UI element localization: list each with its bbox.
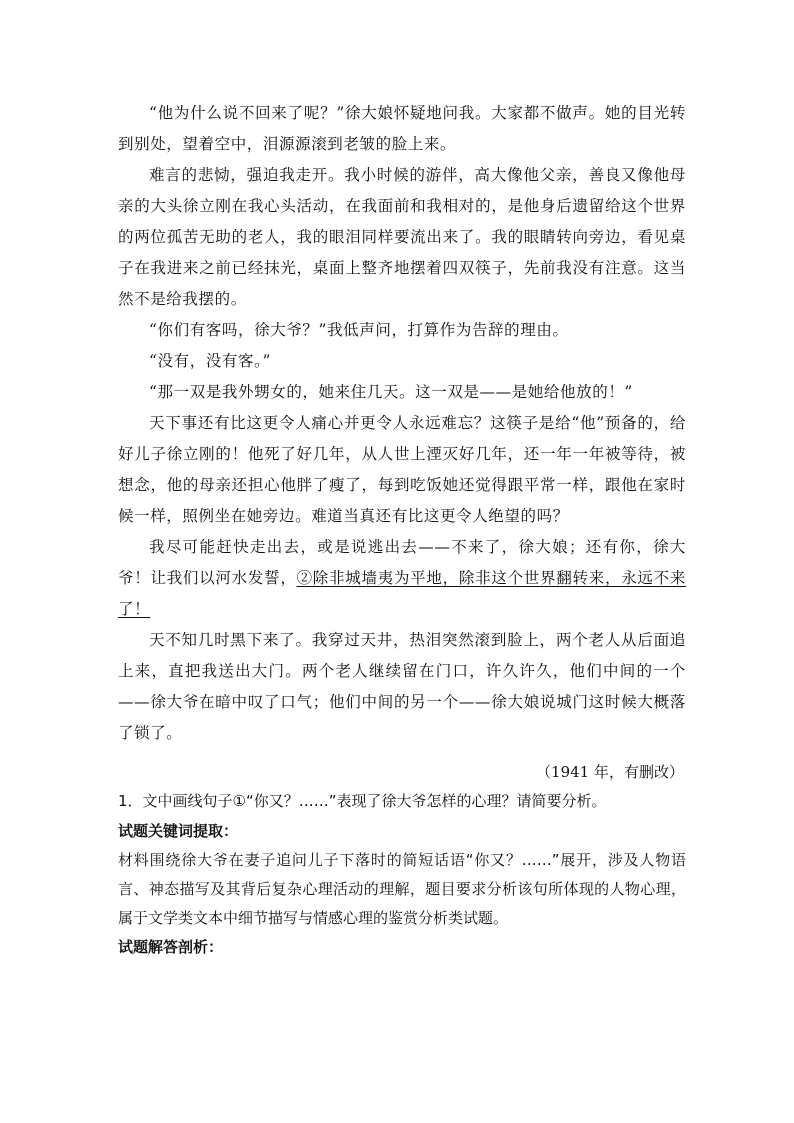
story-paragraph	[118, 532, 686, 625]
story-text: 我尽可能赶快走出去，或是说逃出去——不来了，徐大娘；还有你，徐大爷！让我们以河水发誓，	[118, 538, 686, 587]
underlined-sentence-2: ②除非城墙夷为平地，除非这个世界翻转来，永远不来了！	[118, 569, 686, 618]
question-analysis	[118, 787, 686, 962]
story-paragraph: 天不知几时黑下来了。我穿过天井，热泪突然滚到脸上，两个老人从后面追上来，直把我送出大门。两个老人继续留在门口，许久许久，他们中间的一个——徐大爷在暗中叹了口气；他们中间的另一个——徐大娘说城门这时候大概落了锁了。	[118, 631, 686, 742]
story-paragraph: “你们有客吗，徐大爷？”我低声问，打算作为告辞的理由。	[149, 321, 569, 339]
story-paragraph: “那一双是我外甥女的，她来住几天。这一双是——是她给他放的！”	[149, 383, 633, 401]
story-excerpt	[118, 98, 686, 749]
keywords-body: 材料围绕徐大爷在妻子追问儿子下落时的简短话语“你又？……”展开，涉及人物语言、神态描写及其背后复杂心理活动的理解，题目要求分析该句所体现的人物心理，属于文学类文本中细节描写与情感心理的鉴赏分析类试题。	[118, 851, 686, 927]
story-paragraph: “他为什么说不回来了呢？”徐大娘怀疑地问我。大家都不做声。她的目光转到别处，望着空中，泪源源滚到老皱的脸上来。	[118, 104, 686, 153]
story-paragraph: 天下事还有比这更令人痛心并更令人永远难忘？这筷子是给“他”预备的，给好儿子徐立刚的！他死了好几年，从人世上湮灭好几年，还一年一年被等待，被想念，他的母亲还担心他胖了瘦了，每到吃饭她还觉得跟平常一样，跟他在家时候一样，照例坐在她旁边。难道当真还有比这更令人绝望的吗？	[118, 414, 686, 525]
source-note: （1941 年，有删改）	[536, 763, 684, 781]
answer-heading: 试题解答剖析：	[118, 938, 224, 956]
keywords-heading: 试题关键词提取：	[118, 822, 239, 840]
question-text: 1．文中画线句子①“你又？……”表现了徐大爷怎样的心理？请简要分析。	[118, 792, 607, 810]
story-paragraph: “没有，没有客。”	[149, 352, 271, 370]
story-paragraph: 难言的悲恸，强迫我走开。我小时候的游伴，高大像他父亲，善良又像他母亲的大头徐立刚在我心头活动，在我面前和我相对的，是他身后遗留给这个世界的两位孤苦无助的老人，我的眼泪同样要流出来了。我的眼睛转向旁边，看见桌子在我进来之前已经抹光，桌面上整齐地摆着四双筷子，先前我没有注意。这当然不是给我摆的。	[118, 166, 686, 308]
